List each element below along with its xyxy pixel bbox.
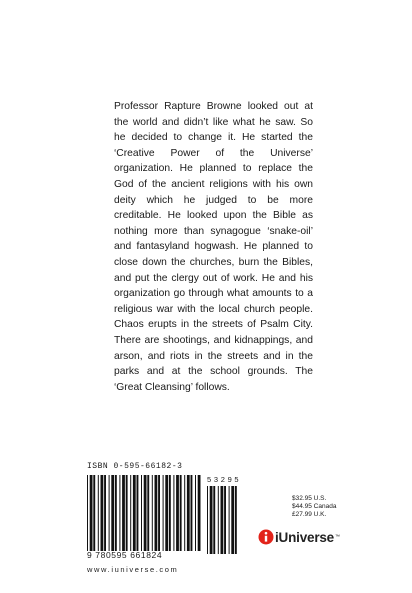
barcode-bar: [115, 475, 117, 551]
barcode-bar: [169, 475, 171, 551]
barcode-bar: [93, 475, 95, 551]
barcode-bar: [109, 475, 110, 551]
addon-barcode-bars: [207, 486, 237, 554]
barcode-bar: [130, 475, 131, 551]
barcode-bar: [210, 486, 213, 554]
barcode-bar: [235, 486, 237, 554]
ean-digits: 9 780595 661824: [87, 550, 163, 560]
barcode-bar: [165, 475, 168, 551]
ean-barcode-bars: [87, 475, 203, 551]
barcode-bar: [98, 475, 99, 551]
barcode-bar: [224, 486, 226, 554]
barcode-bar: [152, 475, 153, 551]
barcode-bar: [141, 475, 142, 551]
barcode-bar: [207, 486, 208, 554]
price-uk: £27.99 U.K.: [292, 511, 327, 518]
publisher-name: iUniverse: [275, 529, 334, 545]
barcode-bar: [90, 475, 93, 551]
price-canada: $44.95 Canada: [292, 503, 337, 510]
barcode-bar: [126, 475, 128, 551]
barcode-bar: [137, 475, 139, 551]
barcode-bar: [87, 475, 88, 551]
barcode-bar: [173, 475, 174, 551]
barcode-bar: [111, 475, 114, 551]
barcode-bar: [122, 475, 125, 551]
price-list: [292, 495, 336, 519]
barcode-bar: [184, 475, 185, 551]
barcode-bar: [119, 475, 120, 551]
barcode-bar: [147, 475, 149, 551]
barcode-bar: [218, 486, 219, 554]
isbn-barcode: [87, 462, 239, 562]
barcode-bar: [158, 475, 160, 551]
trademark-symbol: ™: [334, 534, 340, 540]
barcode-bar: [213, 486, 215, 554]
barcode-bar: [229, 486, 230, 554]
barcode-bar: [231, 486, 234, 554]
barcode-bar: [195, 475, 196, 551]
barcode-bar: [104, 475, 106, 551]
barcode-bar: [176, 475, 179, 551]
price-us: $32.95 U.S.: [292, 495, 327, 502]
barcode-bar: [163, 475, 164, 551]
barcode-bar: [144, 475, 147, 551]
publisher-logo: [258, 527, 340, 547]
barcode-bar: [221, 486, 224, 554]
iuniverse-swirl-icon: [258, 529, 274, 545]
barcode-bar: [101, 475, 104, 551]
addon-digits: 5 3 2 9 5: [207, 475, 239, 484]
barcode-bar: [155, 475, 158, 551]
back-cover-blurb: Professor Rapture Browne looked out at the world and didn’t like what he saw. So he decided to change it. He started the ‘Creative Power of the Universe’ organization. He planned to replace the God of the ancient religions with his own deity which he judged to be more creditable. He looked upon the Bible as nothing more than synagogue ‘snake-oil’ and fantasyland hogwash. He planned to close down the churches, burn the Bibles, and put the clergy out of work. He and his organization go through what amounts to a religious war with the local church people. Chaos erupts in the streets of Psalm City. There are shootings, and kidnappings, and arson, and riots in the streets and in the parks and at the school grounds. The ‘Great Cleansing’ follows.: [114, 101, 313, 393]
barcode-bar: [198, 475, 201, 551]
barcode-bar: [133, 475, 136, 551]
isbn-label: ISBN 0-595-66182-3: [87, 462, 183, 471]
publisher-website: www.iuniverse.com: [87, 565, 179, 574]
barcode-bar: [187, 475, 190, 551]
barcode-bar: [191, 475, 193, 551]
barcode-bar: [180, 475, 182, 551]
